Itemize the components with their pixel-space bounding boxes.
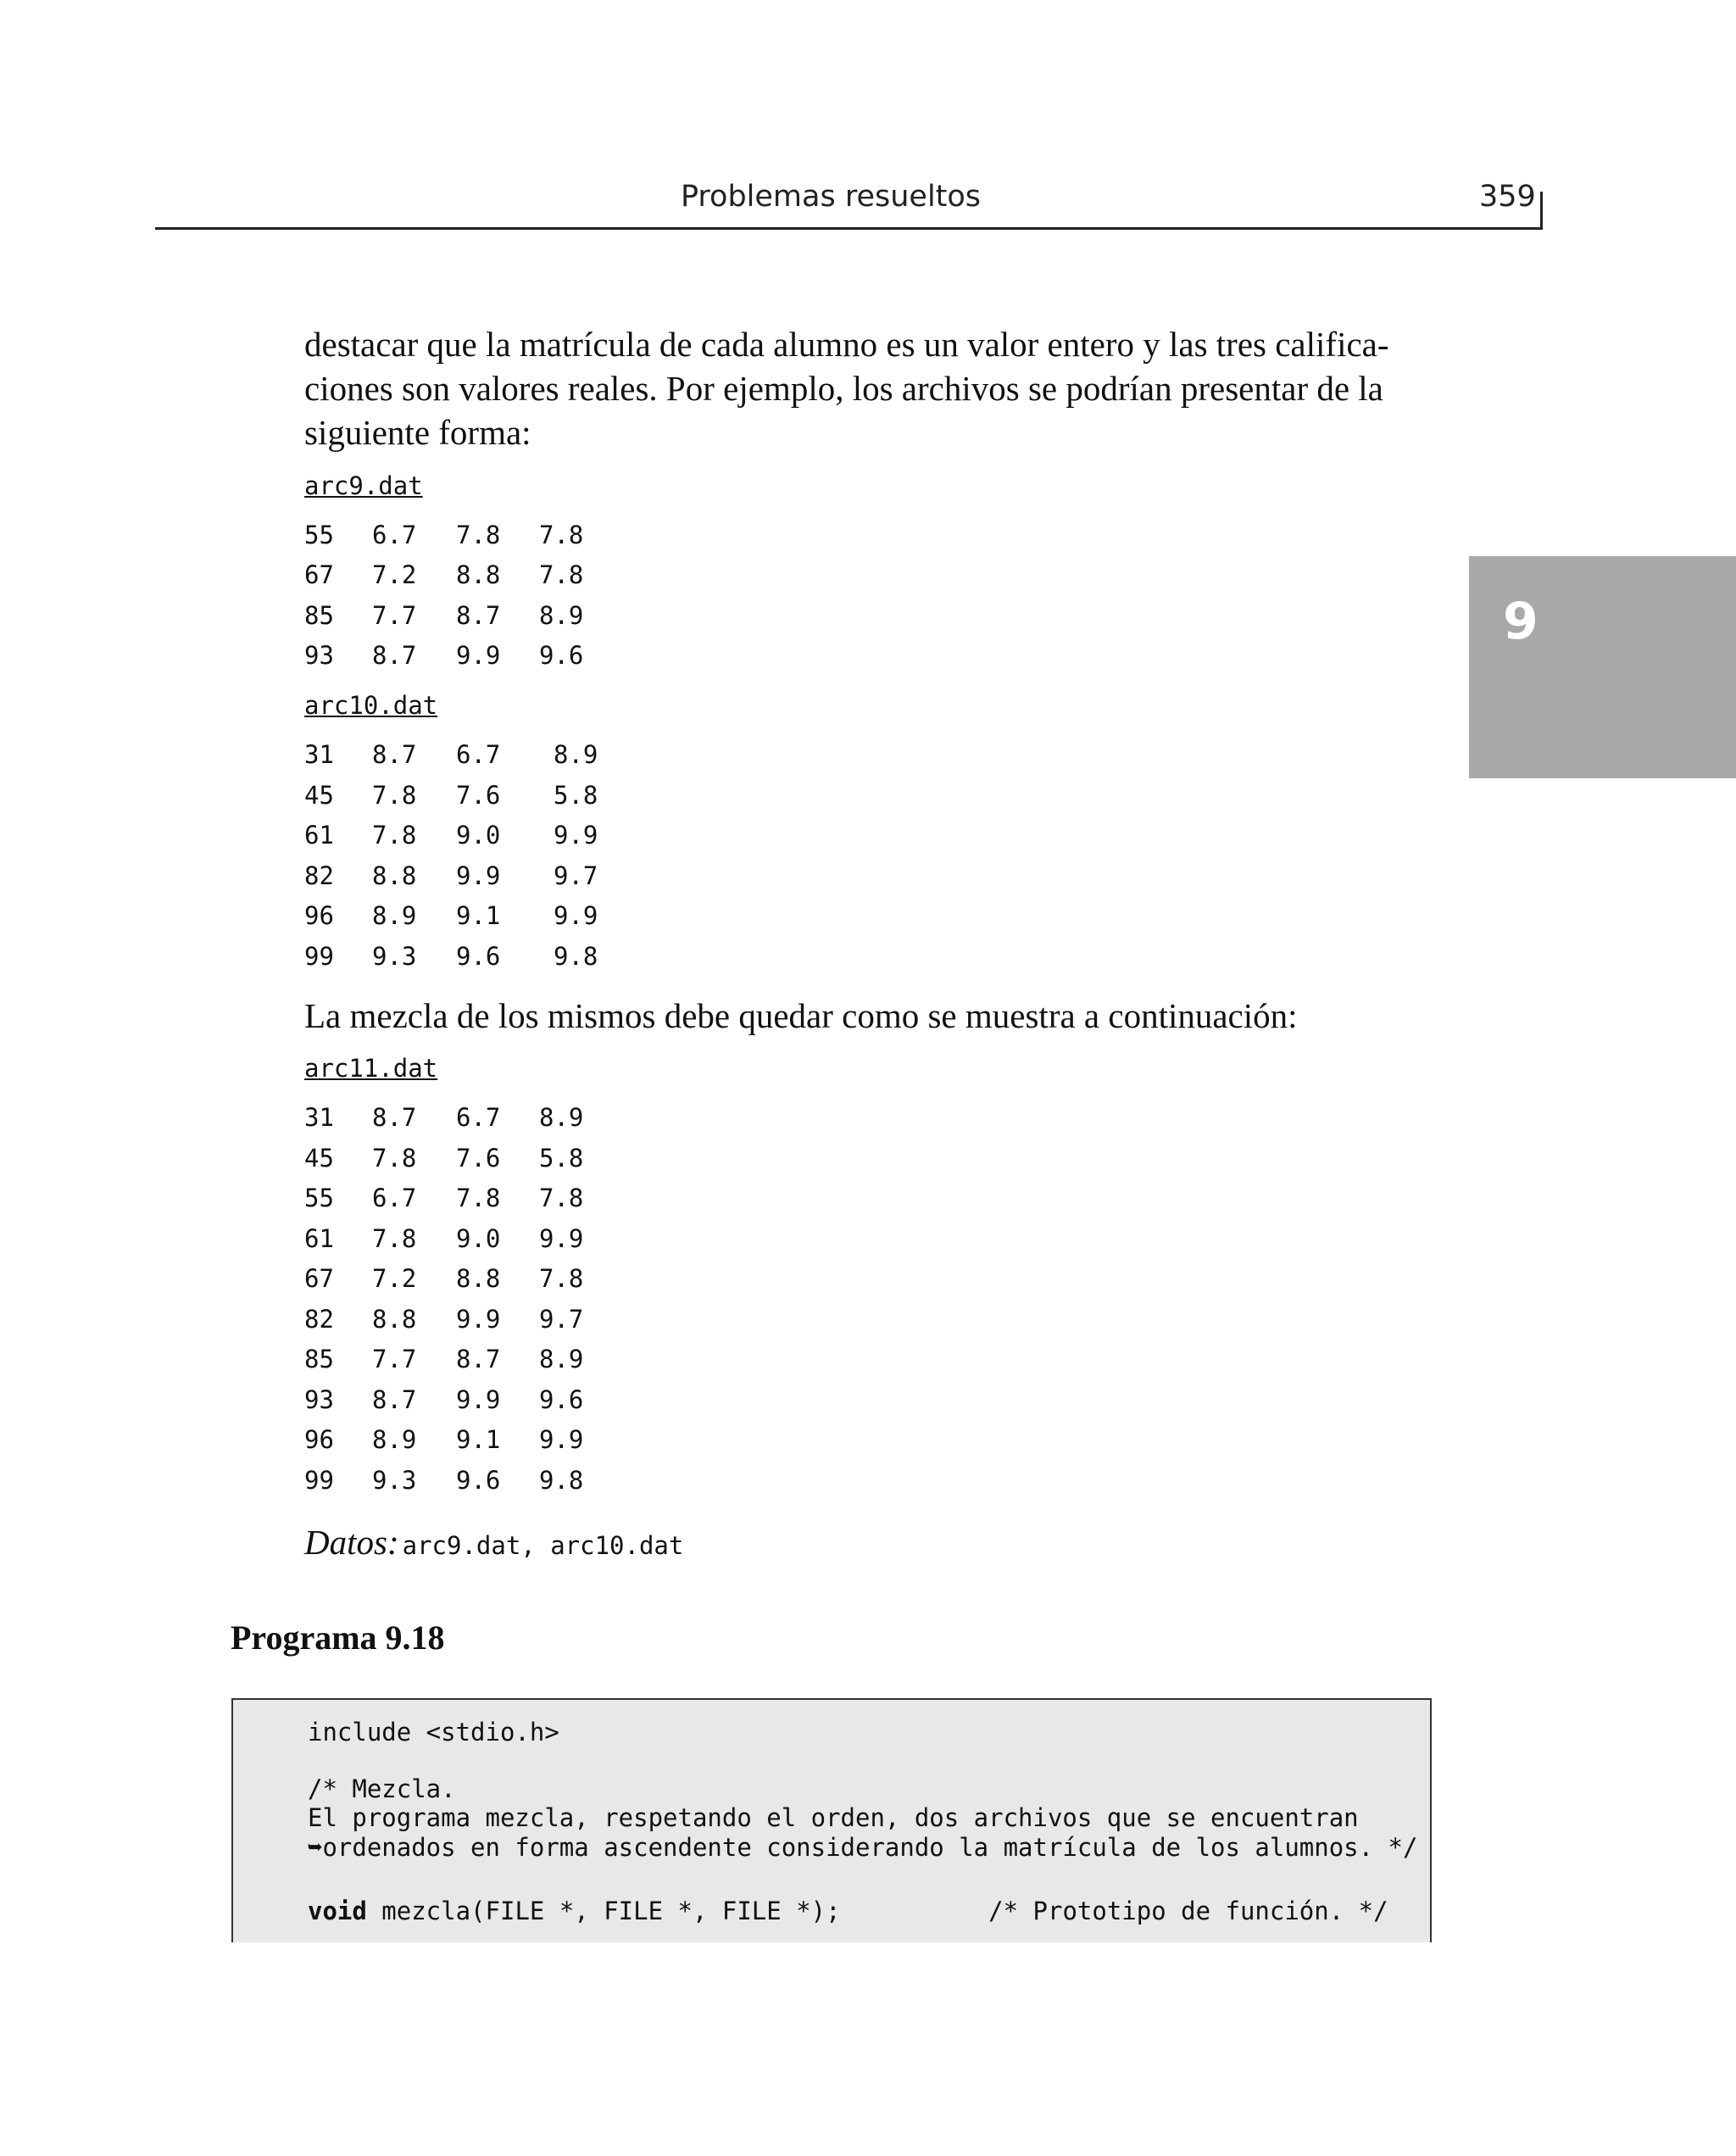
cell-grade: 6.7 [372, 1184, 417, 1212]
cell-grade: 5.8 [554, 781, 598, 810]
cell-id: 99 [304, 1466, 334, 1495]
intro-line-1: destacar que la matrícula de cada alumno es un valor entero y las tres califica- [304, 325, 1389, 364]
merge-sentence: La mezcla de los mismos debe quedar como se muestra a continuación: [304, 996, 1298, 1035]
file-label-arc9: arc9.dat [304, 471, 423, 500]
cell-grade: 9.3 [372, 942, 417, 971]
cell-grade: 9.9 [456, 641, 501, 670]
cell-grade: 9.9 [554, 821, 598, 850]
cell-id: 31 [304, 740, 334, 769]
cell-id: 55 [304, 1184, 334, 1212]
cell-grade: 8.7 [456, 1345, 501, 1373]
cell-id: 96 [304, 1425, 334, 1454]
intro-line-2: ciones son valores reales. Por ejemplo, los archivos se podrían presentar de la [304, 369, 1383, 408]
running-header-title: Problemas resueltos [680, 180, 982, 214]
code-line-include: include <stdio.h> [308, 1718, 559, 1747]
cell-id: 45 [304, 1144, 334, 1173]
cell-grade: 9.9 [456, 1305, 501, 1334]
cell-id: 45 [304, 781, 334, 810]
cell-grade: 8.9 [372, 901, 417, 930]
header-rule [155, 227, 1543, 230]
cell-grade: 9.9 [539, 1224, 584, 1253]
cell-grade: 9.6 [456, 1466, 501, 1495]
cell-grade: 7.8 [539, 521, 584, 549]
code-line-comment-1: /* Mezcla. [308, 1774, 456, 1803]
cell-grade: 7.8 [539, 1264, 584, 1293]
cell-id: 82 [304, 861, 334, 890]
cell-grade: 8.8 [372, 861, 417, 890]
datos-value: arc9.dat, arc10.dat [402, 1531, 684, 1560]
cell-grade: 7.8 [539, 560, 584, 589]
cell-grade: 9.7 [554, 861, 598, 890]
cell-grade: 7.8 [372, 781, 417, 810]
cell-grade: 9.1 [456, 901, 501, 930]
cell-id: 99 [304, 942, 334, 971]
cell-grade: 8.8 [372, 1305, 417, 1334]
cell-grade: 9.0 [456, 821, 501, 850]
cell-grade: 9.6 [539, 1385, 584, 1414]
cell-grade: 7.8 [456, 521, 501, 549]
cell-grade: 6.7 [456, 1103, 501, 1132]
cell-grade: 7.6 [456, 781, 501, 810]
cell-grade: 9.1 [456, 1425, 501, 1454]
cell-grade: 8.9 [372, 1425, 417, 1454]
cell-id: 67 [304, 560, 334, 589]
cell-grade: 8.9 [539, 1103, 584, 1132]
code-prototype-rest: mezcla(FILE *, FILE *, FILE *); /* Prototipo de función. */ [366, 1897, 1388, 1925]
file-label-arc10: arc10.dat [304, 691, 438, 720]
cell-grade: 7.2 [372, 560, 417, 589]
cell-id: 55 [304, 521, 334, 549]
header-tick [1540, 192, 1543, 230]
cell-id: 85 [304, 1345, 334, 1373]
cell-id: 61 [304, 821, 334, 850]
file-label-arc11: arc11.dat [304, 1054, 438, 1083]
cell-grade: 9.9 [554, 901, 598, 930]
cell-grade: 7.8 [539, 1184, 584, 1212]
cell-grade: 7.7 [372, 1345, 417, 1373]
cell-grade: 8.7 [372, 641, 417, 670]
cell-grade: 8.7 [372, 1385, 417, 1414]
chapter-tab [1469, 556, 1736, 778]
cell-grade: 8.8 [456, 1264, 501, 1293]
cell-grade: 7.8 [372, 1224, 417, 1253]
cell-grade: 9.6 [539, 641, 584, 670]
cell-grade: 8.7 [372, 740, 417, 769]
cell-grade: 9.9 [539, 1425, 584, 1454]
cell-grade: 8.9 [539, 601, 584, 630]
cell-grade: 8.8 [456, 560, 501, 589]
cell-grade: 9.0 [456, 1224, 501, 1253]
cell-grade: 6.7 [456, 740, 501, 769]
code-keyword-void: void [308, 1897, 367, 1925]
cell-grade: 5.8 [539, 1144, 584, 1173]
cell-id: 67 [304, 1264, 334, 1293]
cell-grade: 9.8 [554, 942, 598, 971]
cell-grade: 8.7 [456, 601, 501, 630]
cell-id: 93 [304, 641, 334, 670]
cell-id: 93 [304, 1385, 334, 1414]
cell-grade: 9.7 [539, 1305, 584, 1334]
intro-line-3: siguiente forma: [304, 413, 531, 452]
cell-grade: 7.8 [372, 1144, 417, 1173]
cell-grade: 9.6 [456, 942, 501, 971]
cell-grade: 8.7 [372, 1103, 417, 1132]
page-number: 359 [1479, 180, 1536, 214]
cell-grade: 8.9 [539, 1345, 584, 1373]
cell-id: 31 [304, 1103, 334, 1132]
cell-grade: 7.8 [372, 821, 417, 850]
chapter-tab-number: 9 [1503, 592, 1538, 651]
cell-id: 96 [304, 901, 334, 930]
code-line-comment-2: El programa mezcla, respetando el orden, dos archivos que se encuentran [308, 1803, 1359, 1832]
cell-id: 61 [304, 1224, 334, 1253]
cell-grade: 9.9 [456, 861, 501, 890]
cell-grade: 7.7 [372, 601, 417, 630]
datos-label: Datos: [304, 1523, 399, 1562]
cell-id: 82 [304, 1305, 334, 1334]
code-line-prototype [308, 1897, 1388, 1925]
cell-grade: 9.8 [539, 1466, 584, 1495]
cell-grade: 8.9 [554, 740, 598, 769]
code-line-comment-3: ➥ordenados en forma ascendente considerando la matrícula de los alumnos. */ [308, 1833, 1418, 1862]
cell-grade: 9.9 [456, 1385, 501, 1414]
datos-line [304, 1522, 683, 1563]
cell-grade: 7.2 [372, 1264, 417, 1293]
cell-grade: 7.8 [456, 1184, 501, 1212]
cell-id: 85 [304, 601, 334, 630]
cell-grade: 9.3 [372, 1466, 417, 1495]
cell-grade: 6.7 [372, 521, 417, 549]
program-heading: Programa 9.18 [231, 1618, 445, 1657]
cell-grade: 7.6 [456, 1144, 501, 1173]
